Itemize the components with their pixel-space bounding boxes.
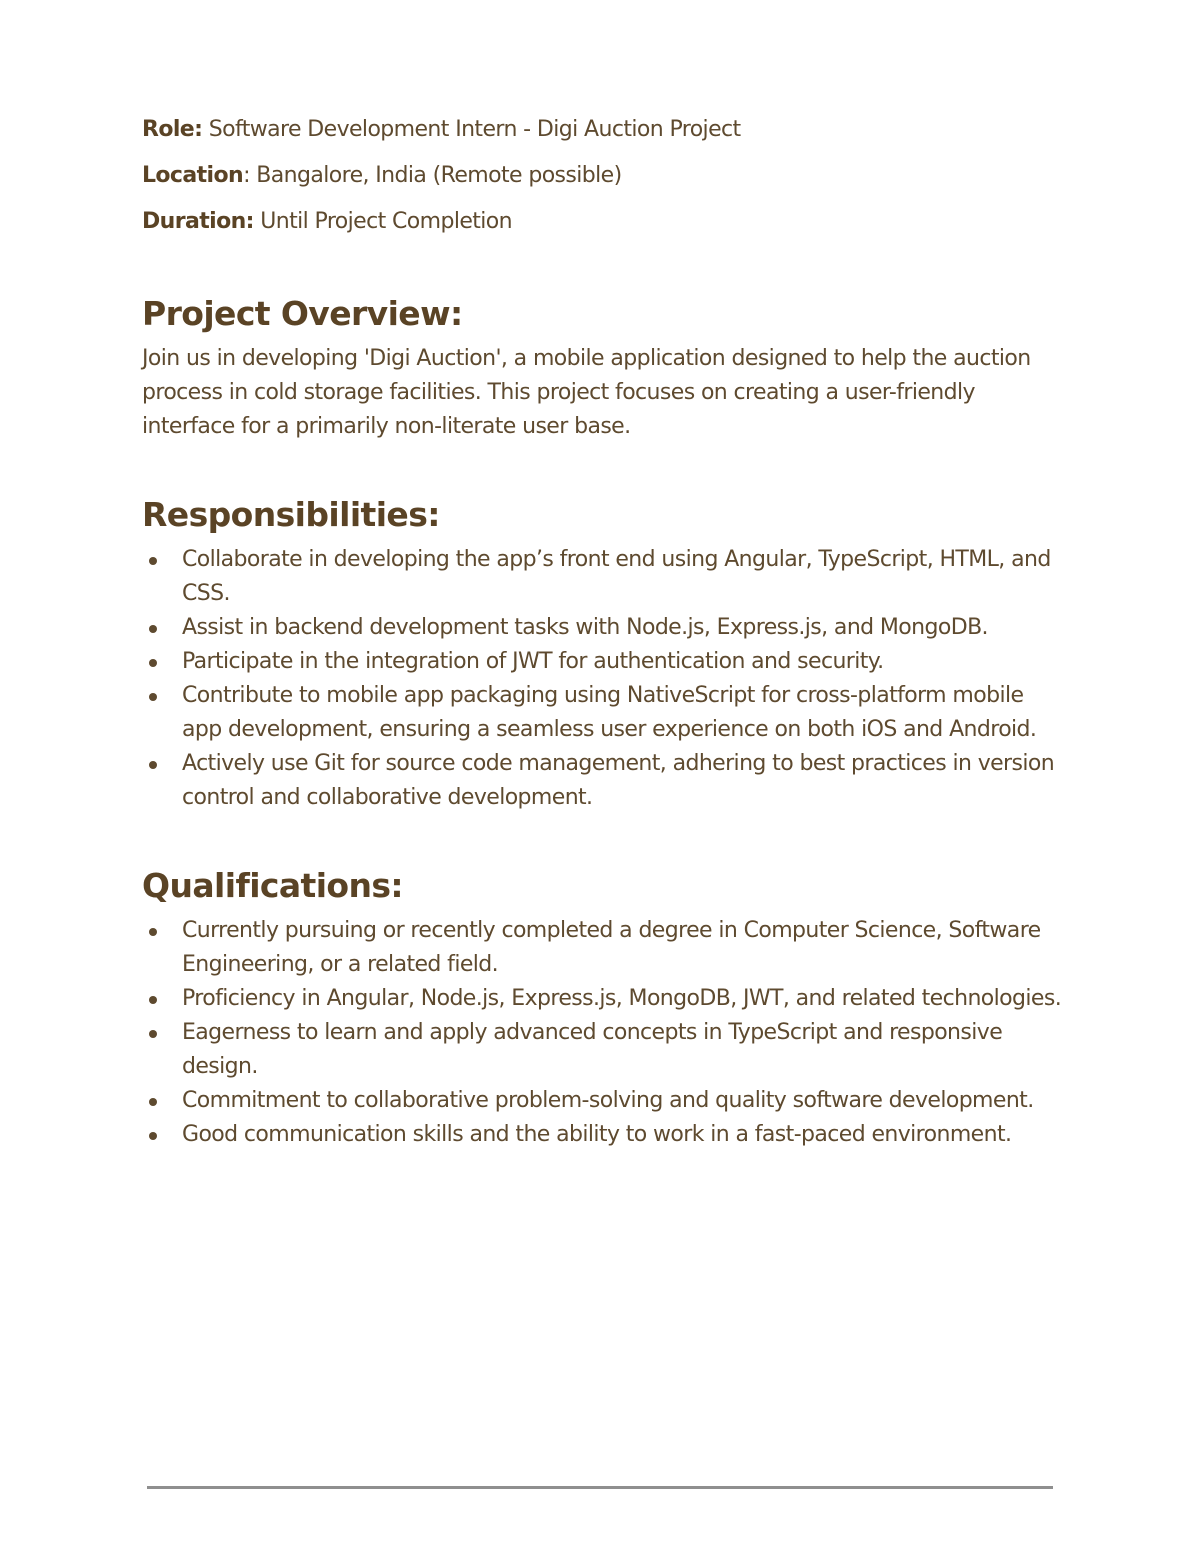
location-line bbox=[142, 159, 1062, 193]
qualifications-list bbox=[142, 914, 1062, 1152]
list-item bbox=[142, 611, 1062, 645]
bullet-icon bbox=[149, 928, 157, 936]
location-label: Location bbox=[142, 163, 244, 188]
qualification-text: Currently pursuing or recently completed a degree in Computer Science, Software Engineering, or a related field. bbox=[182, 918, 1041, 977]
bullet-icon bbox=[149, 1132, 157, 1140]
responsibility-text: Collaborate in developing the app’s front end using Angular, TypeScript, HTML, and CSS. bbox=[182, 547, 1051, 606]
footer-divider bbox=[147, 1486, 1053, 1489]
role-label: Role: bbox=[142, 117, 203, 142]
bullet-icon bbox=[149, 659, 157, 667]
responsibilities-heading: Responsibilities: bbox=[142, 495, 440, 534]
bullet-icon bbox=[149, 625, 157, 633]
list-item bbox=[142, 1016, 1062, 1084]
location-value: : Bangalore, India (Remote possible) bbox=[243, 163, 622, 188]
bullet-icon bbox=[149, 996, 157, 1004]
responsibility-text: Assist in backend development tasks with Node.js, Express.js, and MongoDB. bbox=[182, 615, 988, 640]
qualification-text: Commitment to collaborative problem-solving and quality software development. bbox=[182, 1088, 1034, 1113]
bullet-icon bbox=[149, 693, 157, 701]
role-value: Software Development Intern - Digi Auction Project bbox=[202, 117, 741, 142]
qualification-text: Eagerness to learn and apply advanced concepts in TypeScript and responsive design. bbox=[182, 1020, 1003, 1079]
role-line bbox=[142, 113, 1062, 147]
qualifications-heading: Qualifications: bbox=[142, 866, 404, 905]
duration-value: Until Project Completion bbox=[253, 209, 513, 234]
list-item bbox=[142, 679, 1062, 747]
list-item bbox=[142, 1084, 1062, 1118]
overview-heading: Project Overview: bbox=[142, 294, 463, 333]
bullet-icon bbox=[149, 1030, 157, 1038]
responsibility-text: Participate in the integration of JWT for authentication and security. bbox=[182, 649, 884, 674]
list-item bbox=[142, 1118, 1062, 1152]
qualification-text: Good communication skills and the ability to work in a fast-paced environment. bbox=[182, 1122, 1012, 1147]
list-item bbox=[142, 645, 1062, 679]
list-item bbox=[142, 982, 1062, 1016]
list-item bbox=[142, 543, 1062, 611]
list-item bbox=[142, 914, 1062, 982]
responsibility-text: Actively use Git for source code management, adhering to best practices in version control and collaborative development. bbox=[182, 751, 1055, 810]
responsibility-text: Contribute to mobile app packaging using NativeScript for cross-platform mobile app development, ensuring a seamless user experience on both iOS and Android. bbox=[182, 683, 1037, 742]
qualification-text: Proficiency in Angular, Node.js, Express.js, MongoDB, JWT, and related technologies. bbox=[182, 986, 1062, 1011]
list-item bbox=[142, 747, 1062, 815]
bullet-icon bbox=[149, 557, 157, 565]
bullet-icon bbox=[149, 1098, 157, 1106]
duration-line bbox=[142, 205, 1062, 239]
duration-label: Duration: bbox=[142, 209, 254, 234]
document-content bbox=[142, 113, 1062, 1152]
responsibilities-list bbox=[142, 543, 1062, 815]
bullet-icon bbox=[149, 761, 157, 769]
overview-paragraph: Join us in developing 'Digi Auction', a mobile application designed to help the auction process in cold storage facilities. This project focuses on creating a user-friendly interface for a primarily non-literate user base. bbox=[142, 346, 1031, 439]
